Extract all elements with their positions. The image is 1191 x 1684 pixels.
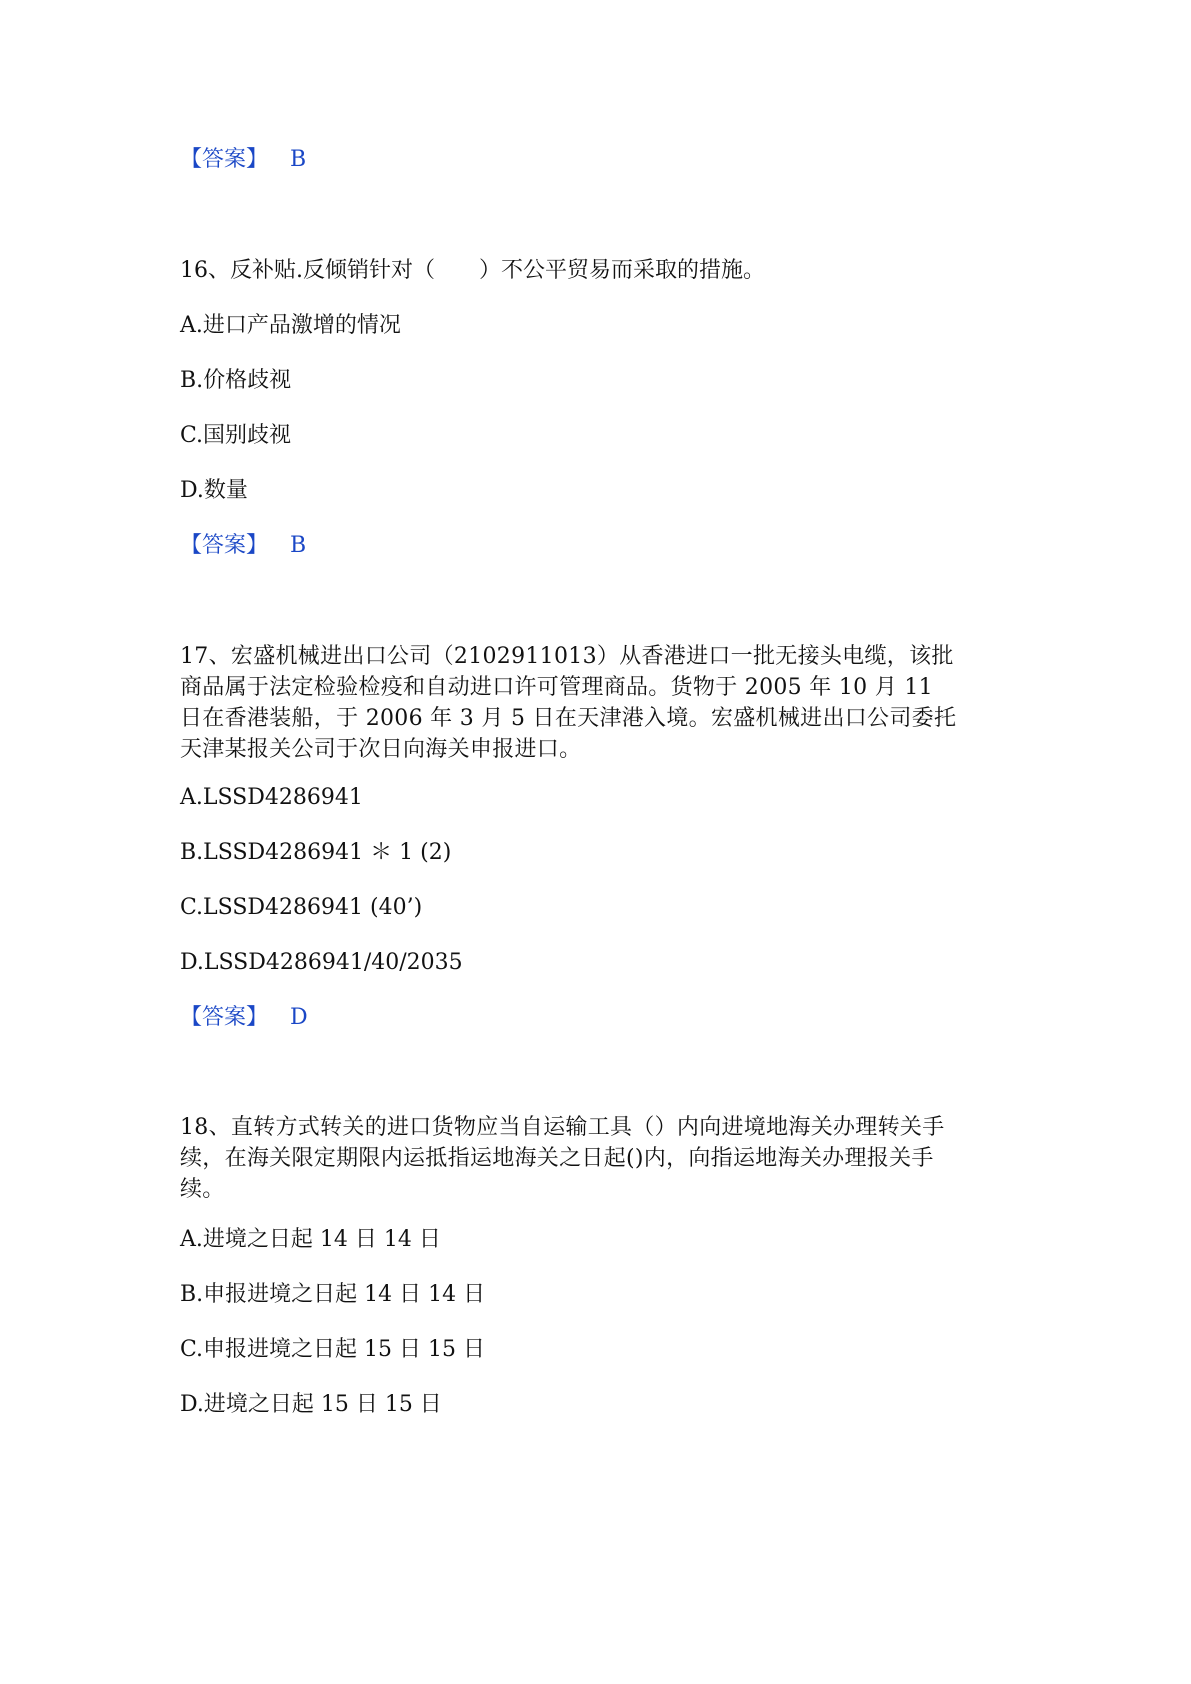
- question-17-option-b: B.LSSD4286941 ＊ 1 (2): [180, 840, 452, 865]
- question-18-stem: 18、直转方式转关的进口货物应当自运输工具（）内向进境地海关办理转关手续，在海关限定期限内运抵指运地海关之日起()内，向指运地海关办理报关手续。: [180, 1115, 945, 1202]
- question-18-option-c: C.申报进境之日起 15 日 15 日: [180, 1337, 486, 1362]
- question-18-option-d: D.进境之日起 15 日 15 日: [180, 1392, 442, 1417]
- question-16-stem: 16、反补贴.反倾销针对（ ）不公平贸易而采取的措施。: [180, 258, 765, 283]
- question-18-option-a: A.进境之日起 14 日 14 日: [180, 1227, 441, 1252]
- question-17-option-d: D.LSSD4286941/40/2035: [180, 950, 463, 975]
- question-16-option-b: B.价格歧视: [180, 368, 292, 393]
- question-17-answer: [180, 1003, 1020, 1033]
- question-17-option-a: A.LSSD4286941: [180, 785, 363, 810]
- question-16-answer: [180, 531, 1020, 561]
- answer-prefix: 【答案】: [180, 1005, 269, 1030]
- answer-value: B: [290, 147, 307, 172]
- question-16-option-c: C.国别歧视: [180, 423, 292, 448]
- question-16-option-d: D.数量: [180, 478, 248, 503]
- question-16-option-a: A.进口产品激增的情况: [180, 313, 401, 338]
- answer-prefix: 【答案】: [180, 533, 269, 558]
- answer-value: D: [290, 1005, 308, 1030]
- answer-prefix: 【答案】: [180, 147, 269, 172]
- answer-line: [180, 145, 1020, 175]
- answer-value: B: [290, 533, 307, 558]
- question-17-option-c: C.LSSD4286941 (40’): [180, 895, 423, 920]
- question-17-stem: 17、宏盛机械进出口公司（2102911013）从香港进口一批无接头电缆，该批商品属于法定检验检疫和自动进口许可管理商品。货物于 2005 年 10 月 11 日在香港装船，于 2006 年 3 月 5 日在天津港入境。宏盛机械进出口公司委托天津某报关公司于次日向海关申报进口。: [180, 644, 957, 762]
- question-18-option-b: B.申报进境之日起 14 日 14 日: [180, 1282, 486, 1307]
